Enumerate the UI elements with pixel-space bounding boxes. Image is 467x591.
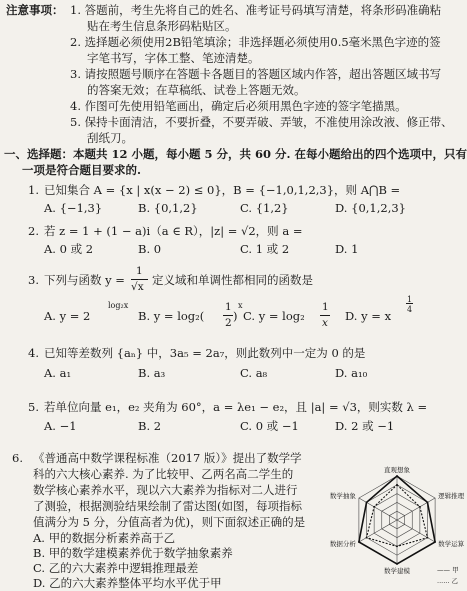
radar-point [396,563,398,565]
q3-stem-post: 定义域和单调性都相同的函数是 [152,273,313,287]
q4-option-d: D. a₁₀ [335,366,368,380]
q2-option-d: D. 1 [335,242,359,256]
section-heading: 一、选择题：本题共 12 小题，每小题 5 分，共 60 分. 在每小题给出的四个选项中，只有 [4,147,467,161]
radar-legend-solid: —— 甲 [437,566,459,574]
radar-axis-label: 数学建模 [384,567,410,575]
q5-option-d: D. 2 或 −1 [335,419,395,433]
note-line: 1. 答题前，考生先将自己的姓名、准考证号码填写清楚，将条形码准确粘 [70,3,442,17]
note-line: 5. 保持卡面清洁，不要折叠，不要弄破、弄皱，不准使用涂改液、修正带、 [70,115,453,129]
note-line: 贴在考生信息条形码粘贴区。 [87,19,237,33]
radar-axis-line [359,520,397,542]
q6-option-d: D. 乙的六大素养整体平均水平优于甲 [33,576,222,590]
radar-point [434,541,436,543]
q4-option-b: B. a₃ [138,366,166,380]
radar-axis-line [397,520,435,542]
q3-frac-den: √x [131,281,144,293]
q6-option-b: B. 甲的数学建模素养优于数学抽象素养 [33,546,233,560]
q1-stem: 已知集合 A = {x | x(x − 2) ≤ 0}，B = {−1,0,1,2,3}，则 A⋂B = [44,183,401,197]
q2-option-b: B. 0 [138,242,162,256]
q1-option-a: A. {−1,3} [44,201,103,215]
q5-stem: 若单位向量 e₁，e₂ 夹角为 60°，a = λe₁ − e₂，且 |a| = √3，则实数 λ = [44,400,428,414]
radar-point [366,537,368,539]
q3-option-d-exp-num: 1 [407,295,413,304]
q3-stem-pre: 下列与函数 y = [44,273,125,287]
q6-line: 值满分为 5 分，分值高者为优)，则下面叙述正确的是 [33,515,306,529]
q3-option-b: B. y = log₂( [138,309,205,323]
q1-option-b: B. {0,1,2} [138,201,198,215]
q6-line: 《普通高中数学课程标准（2017 版）》提出了数学学 [33,451,302,465]
q1-option-d: D. {0,1,2,3} [335,201,406,215]
q3-number: 3. [28,273,39,287]
q5-option-a: A. −1 [44,419,77,433]
section-heading-cont: 一项是符合题目要求的. [22,163,142,177]
q4-option-c: C. a₈ [240,366,268,380]
q1-option-c: C. {1,2} [240,201,289,215]
note-line: 2. 选择题必须使用2B铅笔填涂；非选择题必须使用0.5毫米黑色字迹的签 [70,35,441,49]
notes-heading: 注意事项： [6,3,64,17]
radar-axis-label: 数据分析 [329,540,356,548]
q6-line: 了测验，根据测验结果绘制了雷达图(如图，每项指标 [33,499,302,513]
radar-point [419,506,421,508]
q6-option-c: C. 乙的六大素养中逻辑推理最差 [33,561,199,575]
radar-point [358,541,360,543]
q3-option-b-num: 1 [225,301,232,313]
q6-line: 科的六大核心素养. 为了比较甲、乙两名高二学生的 [33,467,294,481]
q3-option-c-num: 1 [322,301,329,313]
q3-option-b-den: 2 [225,317,232,329]
q3-option-b-exp: x [238,301,243,310]
q2-option-a: A. 0 或 2 [44,242,94,256]
q6-option-a: A. 甲的数据分析素养高于乙 [33,531,176,545]
radar-chart-svg [329,462,465,587]
q3-option-a-exp: log₂x [108,301,129,310]
radar-point [427,502,429,504]
radar-chart [329,462,465,587]
q3-option-d-exp-den: 4 [407,305,413,314]
radar-point [396,475,398,477]
q1-number: 1. [28,183,39,197]
q5-option-b: B. 2 [138,419,162,433]
q3-option-d: D. y = x [345,309,392,323]
q6-line: 数学核心素养水平，现以六大素养为指标对二人进行 [33,483,298,497]
radar-point [373,506,375,508]
radar-point [396,484,398,486]
radar-legend-dashed: ...... 乙 [437,577,458,585]
note-line: 的答案无效；在草稿纸、试卷上答题无效。 [87,83,306,97]
q5-number: 5. [28,400,39,414]
radar-axis-label: 数学运算 [438,540,465,548]
q4-stem: 已知等差数列 {aₙ} 中，3a₅ = 2a₇，则此数列中一定为 0 的是 [44,346,366,360]
radar-axis-label: 直观想象 [384,466,410,474]
radar-axis-label: 逻辑推理 [438,492,465,500]
q4-option-a: A. a₁ [44,366,72,380]
q3-option-b-close: ) [233,309,238,323]
q3-frac-num: 1 [136,265,143,277]
note-line: 4. 作图可先使用铅笔画出，确定后必须用黑色字迹的签字笔描黑。 [70,99,407,113]
note-line: 3. 请按照题号顺序在答题卡各题目的答题区域内作答，超出答题区域书写 [70,67,442,81]
note-line: 字笔书写，字体工整、笔迹清楚。 [87,51,260,65]
q3-option-c-den: x [322,317,328,329]
radar-axis-label: 数学抽象 [329,492,356,500]
radar-point [366,502,368,504]
q4-number: 4. [28,346,39,360]
q5-option-c: C. 0 或 −1 [240,419,299,433]
q3-option-a: A. y = 2 [44,309,91,323]
q2-number: 2. [28,224,39,238]
radar-point [396,546,398,548]
q2-stem: 若 z = 1 + (1 − a)i（a ∈ R），|z| = √2，则 a = [44,224,303,238]
q2-option-c: C. 1 或 2 [240,242,290,256]
q3-option-c: C. y = log₂ [243,309,305,323]
note-line: 刮纸刀。 [87,131,133,145]
radar-point [427,537,429,539]
q6-number: 6. [12,451,23,465]
